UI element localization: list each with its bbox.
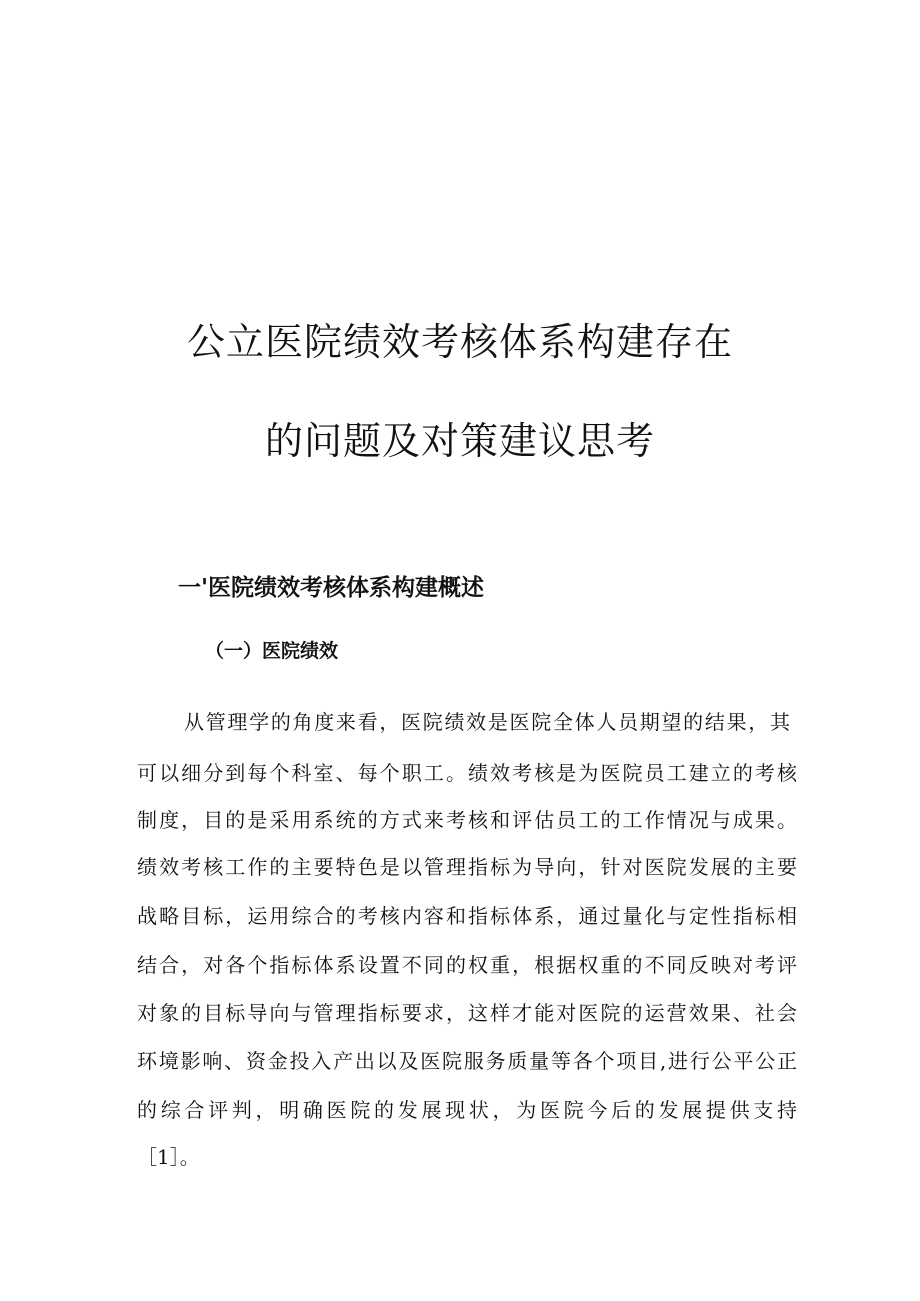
sub-heading: （一）医院绩效 [205, 640, 339, 662]
paragraph-line: ［1］。 [137, 1145, 200, 1169]
document-title-line-1: 公立医院绩效考核体系构建存在 [186, 320, 733, 364]
paragraph-line: 对象的目标导向与管理指标要求，这样才能对医院的运营效果、社会 [137, 1001, 797, 1025]
paragraph-line: 的综合评判，明确医院的发展现状，为医院今后的发展提供支持 [137, 1098, 797, 1122]
paragraph-line: 从管理学的角度来看，医院绩效是医院全体人员期望的结果，其 [184, 710, 790, 734]
document-title-line-2: 的问题及对策建议思考 [264, 419, 655, 463]
paragraph-line: 绩效考核工作的主要特色是以管理指标为导向，针对医院发展的主要 [137, 855, 797, 879]
paragraph-line: 可以细分到每个科室、每个职工。绩效考核是为医院员工建立的考核 [137, 761, 797, 785]
paragraph-line: 环境影响、资金投入产出以及医院服务质量等各个项目,进行公平公正 [137, 1049, 797, 1073]
paragraph-line: 制度，目的是采用系统的方式来考核和评估员工的工作情况与成果。 [137, 808, 797, 832]
paragraph-line: 结合，对各个指标体系设置不同的权重，根据权重的不同反映对考评 [137, 953, 797, 977]
paragraph-line: 战略目标，运用综合的考核内容和指标体系，通过量化与定性指标相 [137, 904, 797, 928]
section-heading: 一'医院绩效考核体系构建概述 [178, 575, 485, 601]
